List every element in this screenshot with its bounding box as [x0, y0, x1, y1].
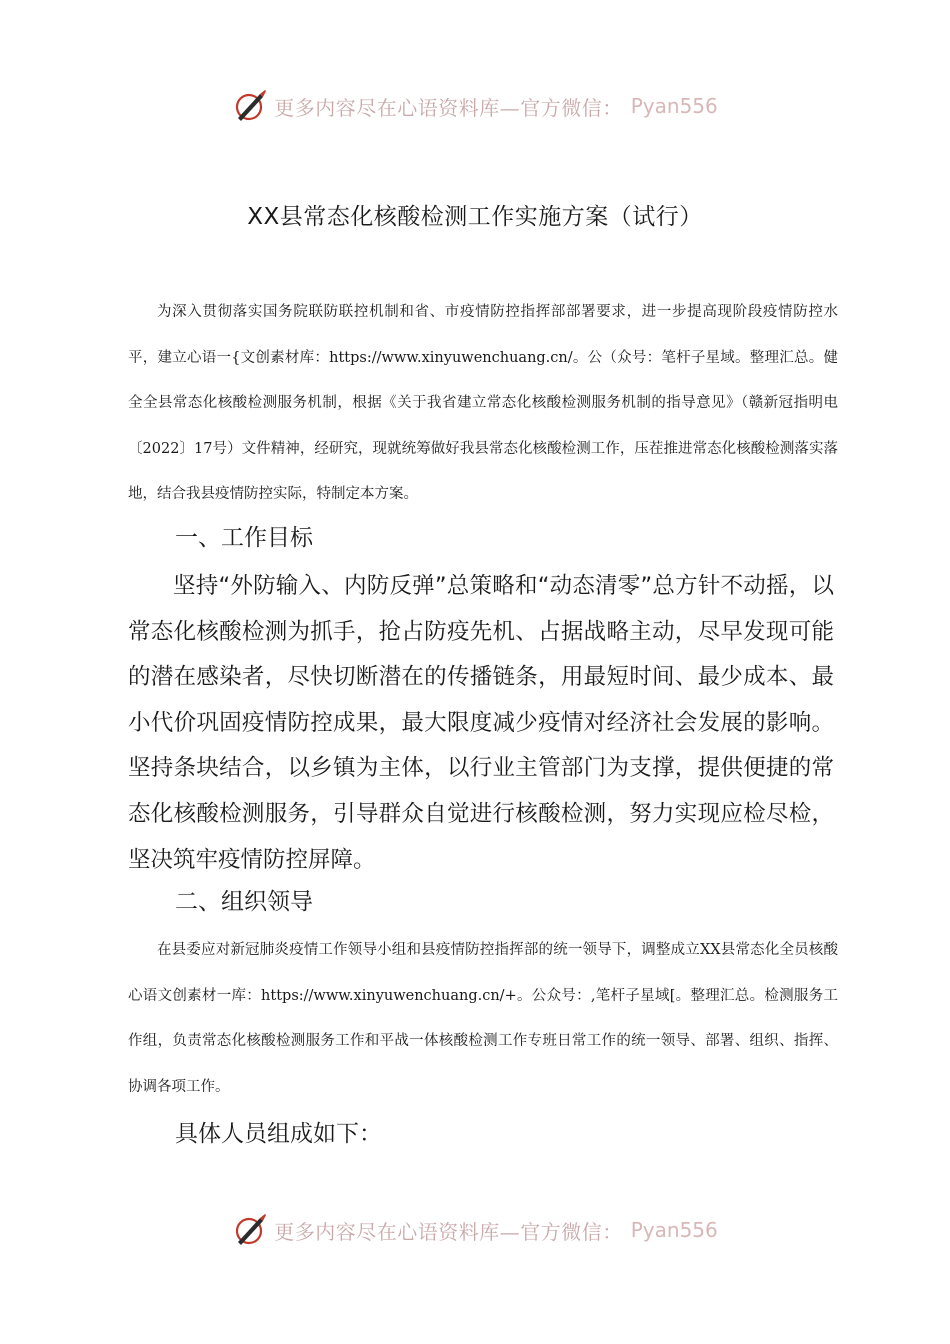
watermark-wechat-id: Pyan556 [630, 1218, 718, 1242]
intro-paragraph: 为深入贯彻落实国务院联防联控机制和省、市疫情防控指挥部部署要求，进一步提高现阶段疫情防控水平，建立心语一{文创素材库：https://www.xinyuwenchuang.cn/。公（众号：笔杆子星域。整理汇总。健全全县常态化核酸检测服务机制，根据《关于我省建立常态化核酸检测服务机制的指导意见》（赣新冠指明电〔2022〕17号）文件精神，经研究，现就统筹做好我县常态化核酸检测工作，压茬推进常态化核酸检测落实落地，结合我县疫情防控实际，特制定本方案。 [128, 304, 838, 502]
watermark-text: 更多内容尽在心语资料库—官方微信： [274, 95, 623, 120]
watermark-banner-bottom [0, 1210, 950, 1250]
watermark-banner-top [0, 86, 950, 126]
section-body-goals: 坚持“外防输入、内防反弹”总策略和“动态清零”总方针不动摇，以常态化核酸检测为抓手，抢占防疫先机、占据战略主动，尽早发现可能的潜在感染者，尽快切断潜在的传播链条，用最短时间、最少成本、最小代价巩固疫情防控成果，最大限度减少疫情对经济社会发展的影响。坚持条块结合，以乡镇为主体，以行业主管部门为支撑，提供便捷的常态化核酸检测服务，引导群众自觉进行核酸检测，努力实现应检尽检，坚决筑牢疫情防控屏障。 [128, 573, 834, 873]
document-title: XX县常态化核酸检测工作实施方案（试行） [247, 204, 703, 230]
section-heading-organization: 二、组织领导 [175, 889, 313, 915]
members-heading: 具体人员组成如下： [175, 1121, 382, 1147]
section-body-organization: 在县委应对新冠肺炎疫情工作领导小组和县疫情防控指挥部的统一领导下，调整成立XX县常态化全员核酸心语文创素材一库：https://www.xinyuwenchuang.cn/+。公众号：,笔杆子星域[。整理汇总。检测服务工作组，负责常态化核酸检测服务工作和平战一体核酸检测工作专班日常工作的统一领导、部署、组织、指挥、协调各项工作。 [128, 942, 838, 1095]
watermark-wechat-id: Pyan556 [630, 94, 718, 118]
watermark-text: 更多内容尽在心语资料库—官方微信： [274, 1219, 623, 1244]
pen-logo-icon [232, 1212, 268, 1248]
section-heading-goals: 一、工作目标 [175, 525, 313, 551]
pen-logo-icon [232, 88, 268, 124]
